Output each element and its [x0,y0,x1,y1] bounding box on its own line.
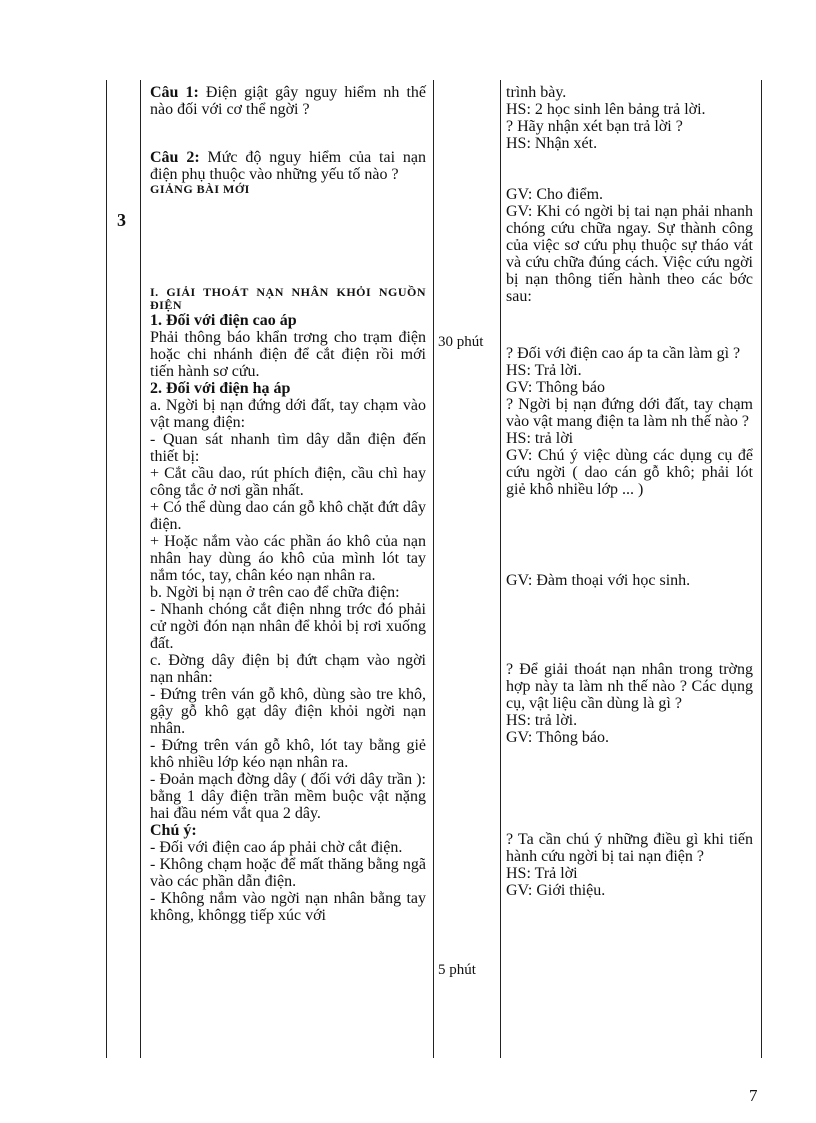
activity-line: GV: Giới thiệu. [506,882,606,899]
table-border-left [106,80,107,1058]
activity-line: ? Ta cần chú ý những điều gì khi tiến hành cứu ngời bị tai nạn điện ? [506,831,753,865]
paragraph: - Đứng trên ván gỗ khô, lót tay bằng giẻ khô nhiều lớp kéo nạn nhân ra. [150,737,426,771]
activity-line: HS: Trả lời. [506,362,582,379]
paragraph: - Quan sát nhanh tìm dây dẫn điện đến thiết bị: [150,431,426,465]
time-label: 30 phút [438,334,484,350]
table-border-col3 [500,80,501,1058]
question-1: Câu 1: Điện giật gây nguy hiểm nh thế nào đối với cơ thể ngời ? [150,84,427,118]
activity-line: GV: Chú ý việc dùng các dụng cụ để cứu ngời ( dao cán gỗ khô; phải lót giẻ khô nhiều lớp ... ) [506,447,753,498]
note-heading: Chú ý: [150,822,197,839]
activity-column [506,84,753,899]
page-number: 7 [749,1086,758,1105]
paragraph: + Có thể dùng dao cán gỗ khô chặt đứt dây điện. [150,499,426,533]
activity-line: GV: Khi có ngời bị tai nạn phải nhanh chóng cứu chữa ngay. Sự thành công của việc sơ cứu phụ thuộc sự tháo vát và cứu chữa đúng cách. Việc cứu ngời bị nạn thông tiến hành theo các bớc sau: [506,203,753,305]
heading-low-voltage: 2. Đối với điện hạ áp [150,380,291,397]
paragraph: - Đứng trên ván gỗ khô, dùng sào tre khô, gậy gỗ khô gạt dây điện khỏi ngời nạn nhân. [150,686,426,737]
activity-line: GV: Đàm thoại với học sinh. [506,572,691,589]
paragraph: - Đối với điện cao áp phải chờ cắt điện. [150,839,403,856]
activity-line: ? Ngời bị nạn đứng dới đất, tay chạm vào vật mang điện ta làm nh thế nào ? [506,396,753,430]
activity-line: HS: 2 học sinh lên bảng trả lời. [506,101,706,118]
activity-line: ? Hãy nhận xét bạn trả lời ? [506,118,683,135]
activity-line: trình bày. [506,84,567,101]
section-i-heading: I. GIẢI THOÁT NẠN NHÂN KHỎI NGUỒN ĐIỆN [150,285,426,312]
activity-line: GV: Thông báo [506,379,605,396]
question-2: Câu 2: Mức độ nguy hiểm của tai nạn điện phụ thuộc vào những yếu tố nào ? [150,149,427,183]
heading-high-voltage: 1. Đối với điện cao áp [150,312,297,329]
activity-line: HS: Trả lời [506,865,578,882]
paragraph: a. Ngời bị nạn đứng dới đất, tay chạm vào vật mang điện: [150,397,426,431]
activity-line: GV: Cho điểm. [506,186,604,203]
paragraph: - Đoản mạch đờng dây ( đối với dây trần ): bằng 1 dây điện trần mềm buộc vật nặng hai đầu ném vắt qua 2 dây. [150,771,426,822]
activity-line: GV: Thông báo. [506,729,609,746]
activity-line: HS: trả lời [506,430,574,447]
content-column [150,84,426,924]
activity-line: ? Đối với điện cao áp ta cần làm gì ? [506,345,741,362]
paragraph: - Không nắm vào ngời nạn nhân bằng tay không, khôngg tiếp xúc với [150,890,426,924]
paragraph: - Không chạm hoặc để mất thăng bằng ngã vào các phần dẫn điện. [150,856,426,890]
row-number: 3 [117,210,126,230]
paragraph: b. Ngời bị nạn ở trên cao để chữa điện: [150,584,400,601]
activity-line: HS: trả lời. [506,712,578,729]
new-lesson-heading: GIẢNG BÀI MỚI [150,182,250,196]
table-border-col1 [140,80,141,1058]
paragraph: + Cắt cầu dao, rút phích điện, cầu chì hay công tắc ở nơi gần nhất. [150,465,426,499]
activity-line: HS: Nhận xét. [506,135,598,152]
paragraph: - Nhanh chóng cắt điện nhng trớc đó phải cử ngời đón nạn nhân để khỏi bị rơi xuống đất. [150,601,426,652]
paragraph: + Hoặc nắm vào các phần áo khô của nạn nhân hay dùng áo khô của mình lót tay nắm tóc, tay, chân kéo nạn nhân ra. [150,533,426,584]
table-border-right [761,80,762,1058]
paragraph: Phải thông báo khẩn trơng cho trạm điện hoặc chi nhánh điện để cắt điện rồi mới tiến hành sơ cứu. [150,329,426,380]
table-border-col2 [433,80,434,1058]
activity-line: ? Để giải thoát nạn nhân trong trờng hợp này ta làm nh thế nào ? Các dụng cụ, vật liệu cần dùng là gì ? [506,661,753,712]
paragraph: c. Đờng dây điện bị đứt chạm vào ngời nạn nhân: [150,652,426,686]
time-label: 5 phút [438,962,476,978]
